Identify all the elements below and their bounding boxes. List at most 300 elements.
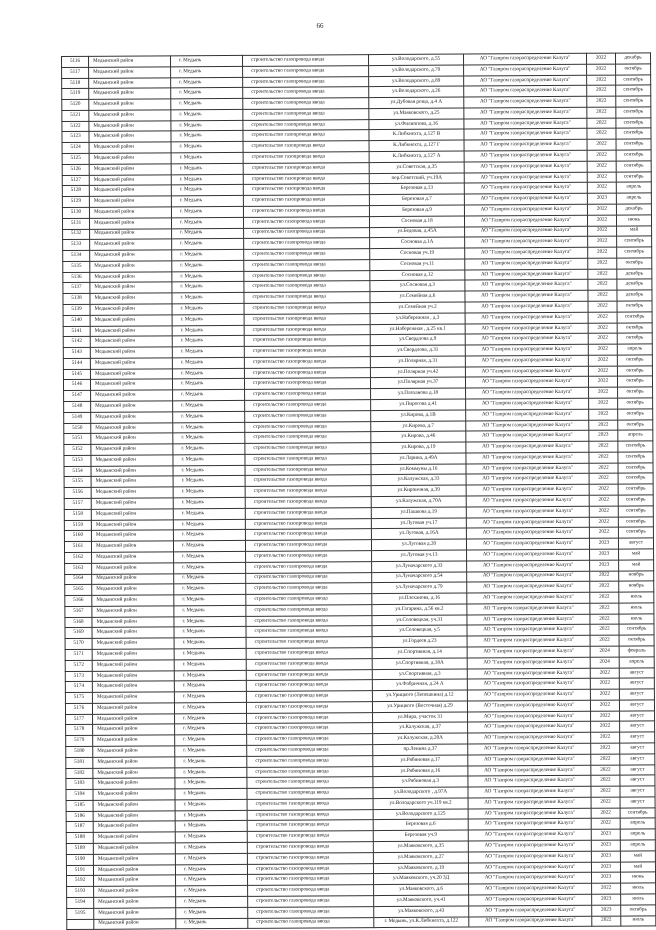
row-number-cell: 5177 [66, 714, 93, 725]
district-cell: Медынский район [89, 153, 171, 164]
city-cell: г. Медынь [175, 810, 247, 821]
district-cell: Медынский район [89, 110, 171, 121]
organization-cell: АО "Газпром газораспределение Калуга" [467, 679, 590, 691]
work-type-cell: строительство газопровода ввода [243, 87, 369, 99]
address-cell: ул.Плеханова д.18 [371, 388, 466, 399]
month-cell: октябрь [618, 387, 653, 398]
organization-cell: АО "Газпром газораспределение Калуга" [469, 873, 592, 885]
address-cell: ул.Калужская, д.37 [373, 722, 468, 733]
year-cell: 2022 [589, 517, 618, 528]
year-cell: 2022 [589, 506, 618, 517]
district-cell: Медынский район [89, 88, 171, 99]
month-cell: октябрь [617, 376, 652, 387]
district-cell: Медынский район [89, 142, 171, 153]
row-number-cell: 5187 [66, 822, 93, 833]
year-cell: 2023 [592, 905, 621, 916]
year-cell: 2022 [588, 236, 617, 247]
district-cell: Медынский район [91, 444, 173, 455]
month-cell: август [620, 797, 655, 808]
row-number-cell: 5176 [65, 703, 92, 714]
city-cell: г. Медынь [172, 303, 244, 314]
year-cell: 2022 [587, 182, 616, 193]
year-cell: 2024 [590, 657, 619, 668]
year-cell: 2023 [589, 430, 618, 441]
address-cell: ул.Луговая уч.17 [371, 518, 466, 529]
district-cell: Медынский район [92, 627, 174, 638]
month-cell: декабрь [617, 269, 652, 280]
city-cell: г. Медынь [174, 648, 246, 659]
organization-cell: АО "Газпром газораспределение Калуга" [466, 441, 589, 453]
year-cell: 2022 [591, 743, 620, 754]
work-type-cell: строительство газопровода ввода [244, 346, 370, 358]
city-cell: г. Медынь [176, 875, 248, 886]
district-cell: Медынский район [91, 487, 173, 498]
city-cell: г. Медынь [172, 239, 244, 250]
month-cell: сентябрь [617, 247, 652, 258]
organization-cell: АО "Газпром газораспределение Калуга" [467, 635, 590, 647]
city-cell: г. Медынь [175, 735, 247, 746]
row-number-cell: 5172 [65, 660, 92, 671]
row-number-cell: 5173 [65, 671, 92, 682]
work-type-cell: строительство газопровода ввода [246, 658, 372, 670]
row-number-cell: 5151 [64, 434, 91, 445]
year-cell: 2024 [590, 646, 619, 657]
work-type-cell: строительство газопровода ввода [245, 421, 371, 433]
district-cell: Медынский район [90, 228, 172, 239]
city-cell: г. Медынь [173, 497, 245, 508]
city-cell: г. Медынь [175, 767, 247, 778]
month-cell: декабрь [616, 204, 651, 215]
city-cell: г. Медынь [171, 55, 243, 66]
month-cell: июль [621, 894, 656, 905]
organization-cell: АО "Газпром газораспределение Калуга" [466, 398, 589, 410]
district-cell: Медынский район [92, 692, 174, 703]
organization-cell: АО "Газпром газораспределение Калуга" [468, 786, 591, 798]
month-cell: май [617, 225, 652, 236]
city-cell: г. Медынь [171, 163, 243, 174]
work-type-cell: строительство газопровода ввода [246, 551, 372, 563]
work-type-cell: строительство газопровода ввода [244, 335, 370, 347]
month-cell: октябрь [617, 355, 652, 366]
address-cell: ул.Полярная, д.31 [370, 356, 465, 367]
row-number-cell: 5128 [62, 186, 89, 197]
address-cell: Сосновая д.12 [370, 270, 465, 281]
row-number-cell: 5141 [63, 326, 90, 337]
work-type-cell: строительство газопровода ввода [245, 389, 371, 401]
address-cell: ул.Кирова, д.7 [371, 421, 466, 432]
year-cell: 2022 [587, 150, 616, 161]
district-cell: Медынский район [93, 854, 175, 865]
work-type-cell: строительство газопровода ввода [245, 475, 371, 487]
address-cell: ул.Кирова, д.19 [371, 442, 466, 453]
city-cell: г. Медынь [173, 541, 245, 552]
year-cell: 2022 [588, 247, 617, 258]
work-type-cell: строительство газопровода ввода [244, 249, 370, 261]
year-cell: 2023 [591, 829, 620, 840]
year-cell: 2023 [587, 193, 616, 204]
district-cell: Медынский район [89, 56, 171, 67]
row-number-cell: 5123 [62, 132, 89, 143]
organization-cell: АО "Газпром газораспределение Калуга" [464, 96, 587, 108]
year-cell: 2022 [586, 53, 615, 64]
month-cell: август [620, 743, 655, 754]
district-cell: Медынский район [89, 77, 171, 88]
year-cell: 2023 [591, 862, 620, 873]
row-number-cell: 5135 [63, 261, 90, 272]
month-cell: октябрь [617, 366, 652, 377]
district-cell: Медынский район [92, 584, 174, 595]
address-cell: Сосновая уч.19 [370, 248, 465, 259]
district-cell: Медынский район [92, 670, 174, 681]
year-cell: 2022 [591, 711, 620, 722]
city-cell: г. Медынь [171, 206, 243, 217]
year-cell: 2023 [590, 549, 619, 560]
address-cell: ул.Полярная уч.37 [370, 377, 465, 388]
organization-cell: АО "Газпром газораспределение Калуга" [465, 280, 588, 292]
city-cell: г. Медынь [171, 196, 243, 207]
row-number-cell: 5179 [66, 736, 93, 747]
organization-cell: АО "Газпром газораспределение Калуга" [464, 64, 587, 76]
work-type-cell: строительство газопровода ввода [245, 400, 371, 412]
district-cell: Медынский район [93, 800, 175, 811]
city-cell: г. Медынь [171, 185, 243, 196]
address-cell: Березовая д.6 [373, 819, 468, 830]
year-cell: 2022 [590, 668, 619, 679]
address-cell: ул.Свердлова, д.31 [370, 345, 465, 356]
row-number-cell: 5153 [64, 455, 91, 466]
month-cell: сентябрь [616, 150, 651, 161]
organization-cell: АО "Газпром газораспределение Калуга" [466, 463, 589, 475]
work-type-cell: строительство газопровода ввода [243, 152, 369, 164]
work-type-cell: строительство газопровода ввода [243, 98, 369, 110]
month-cell: сентябрь [617, 312, 652, 323]
work-type-cell: строительство газопровода ввода [247, 766, 373, 778]
address-cell: г. Медынь, ул.К.Либкнехта, д.122 [374, 917, 469, 928]
month-cell: октябрь [617, 333, 652, 344]
district-cell: Медынский район [90, 293, 172, 304]
district-cell: Медынский район [93, 789, 175, 800]
city-cell: г. Медынь [176, 886, 248, 897]
row-number-cell: 5121 [62, 110, 89, 121]
year-cell: 2022 [590, 592, 619, 603]
address-cell: ул.Семейная уч.2 [370, 302, 465, 313]
work-type-cell: строительство газопровода ввода [247, 842, 373, 854]
city-cell: г. Медынь [171, 66, 243, 77]
month-cell: октябрь [618, 409, 653, 420]
district-cell: Медынский район [93, 746, 175, 757]
city-cell: г. Медынь [172, 260, 244, 271]
organization-cell: АО "Газпром газораспределение Калуга" [467, 592, 590, 604]
city-cell: г. Медынь [172, 293, 244, 304]
work-type-cell: строительство газопровода ввода [246, 701, 372, 713]
month-cell: сентябрь [616, 171, 651, 182]
year-cell: 2022 [588, 366, 617, 377]
work-type-cell: строительство газопровода ввода [246, 626, 372, 638]
city-cell: г. Медынь [174, 627, 246, 638]
city-cell: г. Медынь [176, 907, 248, 918]
work-type-cell: строительство газопровода ввода [243, 162, 369, 174]
city-cell: г. Медынь [172, 228, 244, 239]
organization-cell: АО "Газпром газораспределение Калуга" [466, 538, 589, 550]
organization-cell: АО "Газпром газораспределение Калуга" [468, 732, 591, 744]
work-type-cell: строительство газопровода ввода [246, 594, 372, 606]
address-cell: ул.Спортивная, д.3 [372, 669, 467, 680]
year-cell: 2022 [588, 258, 617, 269]
address-cell: ул.Соловецкая, уч.31 [372, 615, 467, 626]
district-cell: Медынский район [93, 778, 175, 789]
city-cell: г. Медынь [176, 896, 248, 907]
year-cell: 2023 [590, 560, 619, 571]
work-type-cell: строительство газопровода ввода [247, 788, 373, 800]
work-type-cell: строительство газопровода ввода [246, 604, 372, 616]
work-type-cell: строительство газопровода ввода [244, 238, 370, 250]
organization-cell: АО "Газпром газораспределение Калуга" [465, 247, 588, 259]
organization-cell: АО "Газпром газораспределение Калуга" [468, 711, 591, 723]
month-cell: апрель [620, 829, 655, 840]
district-cell: Медынский район [90, 250, 172, 261]
row-number-cell: 5180 [66, 746, 93, 757]
row-number-cell: 5167 [65, 606, 92, 617]
month-cell: сентябрь [617, 236, 652, 247]
work-type-cell: строительство газопровода ввода [246, 669, 372, 681]
work-type-cell: строительство газопровода ввода [245, 529, 371, 541]
city-cell: г. Медынь [174, 702, 246, 713]
address-cell: Березовая д.13 [369, 183, 464, 194]
address-cell: ул.Мира, участок 31 [373, 712, 468, 723]
district-cell: Медынский район [90, 261, 172, 272]
year-cell: 2022 [591, 732, 620, 743]
row-number-cell: 5144 [63, 358, 90, 369]
organization-cell: АО "Газпром газораспределение Калуга" [464, 193, 587, 205]
month-cell: сентябрь [618, 495, 653, 506]
year-cell: 2022 [588, 323, 617, 334]
work-type-cell: строительство газопровода ввода [245, 486, 371, 498]
city-cell: г. Медынь [174, 594, 246, 605]
address-cell: ул.Маяковского, д.43 [374, 906, 469, 917]
month-cell: сентябрь [620, 808, 655, 819]
year-cell: 2022 [589, 452, 618, 463]
year-cell: 2022 [591, 819, 620, 830]
month-cell: август [620, 786, 655, 797]
district-cell: Медынский район [89, 99, 171, 110]
city-cell: г. Медынь [173, 476, 245, 487]
district-cell: Медынский район [89, 67, 171, 78]
city-cell: г. Медынь [172, 314, 244, 325]
district-cell: Медынский район [93, 811, 175, 822]
organization-cell: АО "Газпром газораспределение Калуга" [467, 582, 590, 594]
year-cell: 2022 [591, 808, 620, 819]
city-cell: г. Медынь [174, 562, 246, 573]
year-cell: 2022 [587, 161, 616, 172]
month-cell: август [620, 711, 655, 722]
month-cell: октябрь [617, 301, 652, 312]
address-cell: ул.Володарского , д.97А [373, 787, 468, 798]
month-cell: август [620, 721, 655, 732]
row-number-cell: 5178 [66, 725, 93, 736]
row-number-cell: 5191 [66, 865, 93, 876]
row-number-cell: 5182 [66, 768, 93, 779]
address-cell: ул.Маяковского, д.25 [369, 108, 464, 119]
work-type-cell: строительство газопровода ввода [244, 303, 370, 315]
city-cell: г. Медынь [173, 487, 245, 498]
month-cell: сентябрь [618, 516, 653, 527]
row-number-cell: 5145 [63, 369, 90, 380]
row-number-cell: 5127 [62, 175, 89, 186]
work-type-cell: строительство газопровода ввода [245, 464, 371, 476]
city-cell: г. Медынь [172, 368, 244, 379]
work-type-cell: строительство газопровода ввода [247, 863, 373, 875]
row-number-cell: 5192 [67, 876, 94, 887]
address-cell: ул.Кирова, д.1В [371, 410, 466, 421]
month-cell: апрель [620, 840, 655, 851]
row-number-cell: 5158 [64, 509, 91, 520]
year-cell: 2022 [590, 614, 619, 625]
address-cell: ул.Набережная , д.3 [370, 313, 465, 324]
row-number-cell: 5154 [64, 466, 91, 477]
year-cell: 2022 [587, 129, 616, 140]
address-cell: ул.Урицкого (Восточная) д.29 [372, 701, 467, 712]
work-type-cell: строительство газопровода ввода [247, 734, 373, 746]
district-cell: Медынский район [94, 886, 176, 897]
organization-cell: АО "Газпром газораспределение Калуга" [467, 668, 590, 680]
district-cell: Медынский район [91, 401, 173, 412]
month-cell: февраль [619, 646, 654, 657]
district-cell: Медынский район [91, 509, 173, 520]
row-number-cell: 5165 [65, 585, 92, 596]
organization-cell: АО "Газпром газораспределение Калуга" [466, 409, 589, 421]
work-type-cell: строительство газопровода ввода [244, 259, 370, 271]
city-cell: г. Медынь [172, 249, 244, 260]
gas-connection-register-table [61, 52, 656, 930]
month-cell: сентябрь [618, 463, 653, 474]
organization-cell: АО "Газпром газораспределение Калуга" [469, 905, 592, 917]
year-cell: 2022 [591, 786, 620, 797]
district-cell: Медынский район [91, 541, 173, 552]
work-type-cell: строительство газопровода ввода [243, 141, 369, 153]
organization-cell: АО "Газпром газораспределение Калуга" [467, 614, 590, 626]
city-cell: г. Медынь [174, 691, 246, 702]
city-cell: г. Медынь [173, 530, 245, 541]
organization-cell: АО "Газпром газораспределение Калуга" [464, 86, 587, 98]
year-cell: 2022 [587, 139, 616, 150]
district-cell: Медынский район [89, 174, 171, 185]
row-number-cell: 5146 [63, 380, 90, 391]
row-number-cell: 5143 [63, 347, 90, 358]
address-cell: ул.Маяковского, д.19 [373, 863, 468, 874]
work-type-cell: строительство газопровода ввода [247, 809, 373, 821]
district-cell: Медынский район [89, 164, 171, 175]
address-cell: ул.Калужская, д.20А [373, 733, 468, 744]
month-cell: август [620, 732, 655, 743]
district-cell: Медынский район [92, 563, 174, 574]
address-cell: Сосновая д.18 [369, 216, 464, 227]
district-cell: Медынский район [90, 315, 172, 326]
organization-cell: АО "Газпром газораспределение Калуга" [465, 323, 588, 335]
address-cell: ул.Маяковского, уч.20 3Д [374, 873, 469, 884]
city-cell: г. Медынь [173, 519, 245, 530]
work-type-cell: строительство газопровода ввода [245, 518, 371, 530]
work-type-cell: строительство газопровода ввода [244, 292, 370, 304]
month-cell: май [619, 549, 654, 560]
year-cell: 2023 [591, 840, 620, 851]
address-cell: ул.Маяковского, д.27 [373, 852, 468, 863]
work-type-cell: строительство газопровода ввода [247, 777, 373, 789]
year-cell: 2022 [588, 333, 617, 344]
row-number-cell: 5126 [62, 164, 89, 175]
row-number-cell: 5157 [64, 498, 91, 509]
organization-cell: АО "Газпром газораспределение Калуга" [468, 851, 591, 863]
row-number-cell: 5189 [66, 843, 93, 854]
month-cell: сентябрь [616, 139, 651, 150]
row-number-cell: 5122 [62, 121, 89, 132]
month-cell: июнь [616, 215, 651, 226]
organization-cell: АО "Газпром газораспределение Калуга" [465, 269, 588, 281]
address-cell: ул.Свердлова д.9 [370, 334, 465, 345]
city-cell: г. Медынь [172, 325, 244, 336]
address-cell: ул.Гордеев д.23 [372, 636, 467, 647]
work-type-cell: строительство газопровода ввода [243, 173, 369, 185]
district-cell: Медынский район [90, 347, 172, 358]
row-number-cell: 5120 [62, 99, 89, 110]
row-number-cell: 5188 [66, 833, 93, 844]
district-cell: Медынский район [92, 606, 174, 617]
month-cell: май [620, 851, 655, 862]
district-cell: Медынский район [92, 616, 174, 627]
district-cell: Медынский район [91, 476, 173, 487]
year-cell: 2022 [589, 527, 618, 538]
district-cell: Медынский район [89, 131, 171, 142]
table-row [67, 915, 656, 929]
row-number-cell: 5193 [67, 886, 94, 897]
row-number-cell: 5181 [66, 757, 93, 768]
organization-cell: АО "Газпром газораспределение Калуга" [466, 495, 589, 507]
year-cell: 2022 [591, 775, 620, 786]
organization-cell: АО "Газпром газораспределение Калуга" [465, 301, 588, 313]
year-cell: 2022 [588, 290, 617, 301]
city-cell: г. Медынь [171, 142, 243, 153]
work-type-cell: строительство газопровода ввода [245, 454, 371, 466]
address-cell: ул.Спортивная, д.18А [372, 658, 467, 669]
year-cell: 2022 [588, 269, 617, 280]
year-cell: 2022 [587, 172, 616, 183]
organization-cell: АО "Газпром газораспределение Калуга" [468, 862, 591, 874]
address-cell: ул.Семейная д.6 [370, 291, 465, 302]
row-number-cell: 5138 [63, 294, 90, 305]
work-type-cell: строительство газопровода ввода [248, 896, 374, 908]
district-cell: Медынский район [91, 412, 173, 423]
page-number: 66 [316, 22, 324, 30]
row-number-cell: 5183 [66, 779, 93, 790]
organization-cell: АО "Газпром газораспределение Калуга" [464, 183, 587, 195]
work-type-cell: строительство газопровода ввода [243, 216, 369, 228]
organization-cell: АО "Газпром газораспределение Калуга" [466, 420, 589, 432]
organization-cell: АО "Газпром газораспределение Калуга" [465, 366, 588, 378]
work-type-cell: строительство газопровода ввода [244, 324, 370, 336]
month-cell: август [619, 689, 654, 700]
year-cell: 2022 [588, 355, 617, 366]
organization-cell: АО "Газпром газораспределение Калуга" [465, 237, 588, 249]
year-cell: 2022 [591, 754, 620, 765]
address-cell: К.Либкнехта, д.127 В [369, 130, 464, 141]
work-type-cell: строительство газопровода ввода [247, 755, 373, 767]
month-cell: апрель [620, 818, 655, 829]
month-cell: апрель [618, 430, 653, 441]
district-cell: Медынский район [90, 336, 172, 347]
city-cell: г. Медынь [174, 551, 246, 562]
row-number-cell: 5170 [65, 639, 92, 650]
address-cell: ул.Луначарского д.33 [372, 561, 467, 572]
work-type-cell: строительство газопровода ввода [245, 443, 371, 455]
